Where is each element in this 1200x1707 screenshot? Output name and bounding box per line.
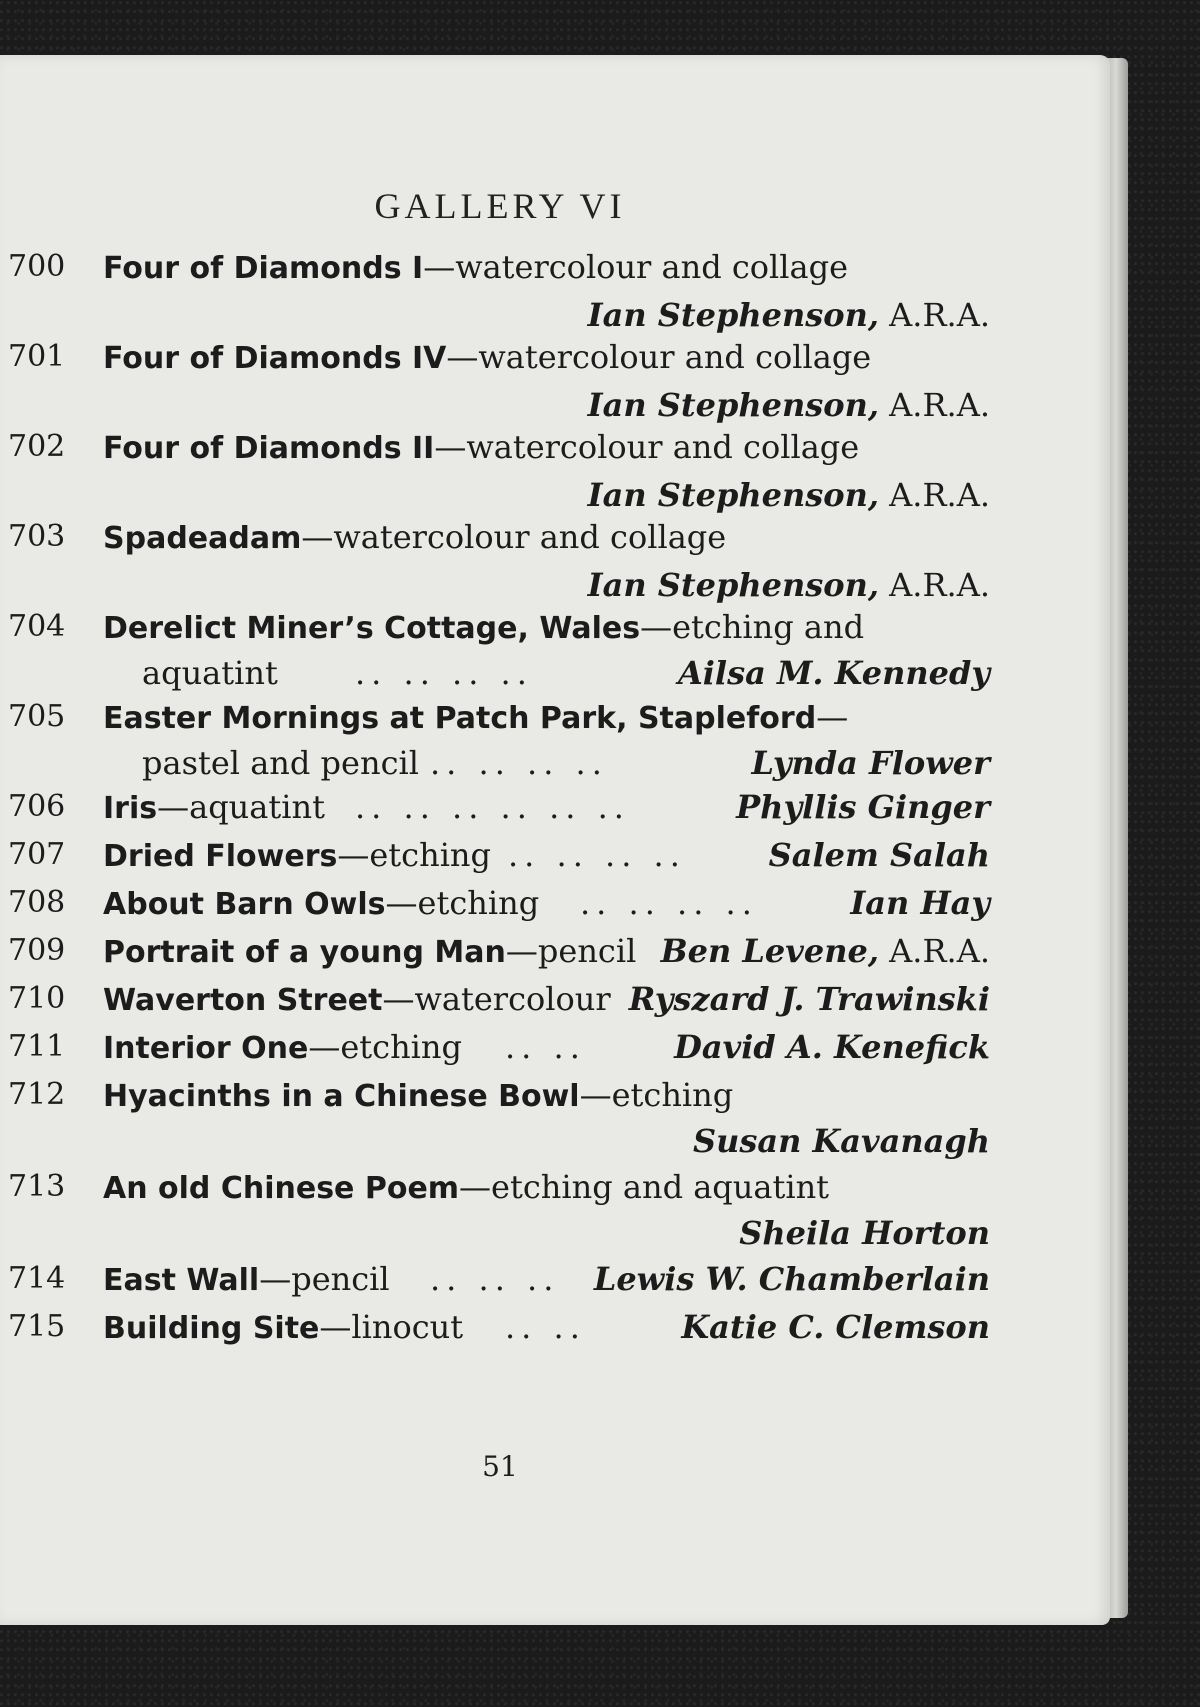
- entry-number: 708: [8, 885, 66, 920]
- entry-medium: —etching: [308, 1028, 462, 1066]
- entry-medium: —watercolour and collage: [434, 428, 860, 466]
- entry-number: 700: [8, 249, 66, 284]
- artist-name: Sheila Horton: [739, 1214, 990, 1252]
- artist-name: Susan Kavanagh: [692, 1122, 990, 1160]
- entry-title: About Barn Owls: [103, 887, 386, 922]
- leader-dots: .. .. .. ..: [430, 744, 608, 782]
- entry-title-line: [103, 881, 539, 927]
- entry-title-line: [103, 335, 871, 381]
- entry-713: [0, 1165, 1000, 1209]
- entry-title: Four of Diamonds IV: [103, 341, 447, 376]
- entry-708: [0, 881, 1000, 925]
- entry-704: [0, 605, 1000, 649]
- entry-number: 713: [8, 1169, 66, 1204]
- entry-medium: —aquatint: [157, 788, 325, 826]
- entry-number: 711: [8, 1029, 66, 1064]
- artist-name: Ian Stephenson,: [587, 386, 879, 424]
- leader-dots: .. ..: [505, 1028, 586, 1066]
- entry-title-line: [103, 425, 859, 471]
- entry-number: 714: [8, 1261, 66, 1296]
- entry-number: 703: [8, 519, 66, 554]
- entry-title-line: [103, 515, 726, 561]
- entry-number: 715: [8, 1309, 66, 1344]
- entry-710: [0, 977, 1000, 1021]
- entry-number: 704: [8, 609, 66, 644]
- entry-title-line: [103, 605, 864, 651]
- entry-artist: [674, 1025, 990, 1069]
- entry-artist: [769, 833, 990, 877]
- leader-dots: .. ..: [505, 1308, 586, 1346]
- entry-number: 710: [8, 981, 66, 1016]
- artist-name: Lynda Flower: [751, 744, 990, 782]
- entry-medium: —watercolour and collage: [446, 338, 872, 376]
- entry-artist: [739, 1211, 990, 1255]
- entry-title: Waverton Street: [103, 983, 383, 1018]
- entry-title: Portrait of a young Man: [103, 935, 506, 970]
- entry-medium: —etching: [385, 884, 540, 922]
- entry-title: East Wall: [103, 1263, 260, 1298]
- entry-title-line: [103, 1305, 463, 1351]
- entry-medium: —etching and aquatint: [459, 1168, 830, 1206]
- entry-title: Derelict Miner’s Cottage, Wales: [103, 611, 641, 646]
- entry-number: 707: [8, 837, 66, 872]
- entry-medium: —etching: [579, 1076, 734, 1114]
- entry-medium: —watercolour: [382, 980, 611, 1018]
- leader-dots: .. .. ..: [430, 1260, 560, 1298]
- entry-medium: —linocut: [319, 1308, 464, 1346]
- artist-name: Ian Stephenson,: [587, 566, 879, 604]
- entry-705: [0, 695, 1000, 739]
- entry-title-line: [103, 929, 636, 975]
- entry-medium: —etching and: [640, 608, 865, 646]
- artist-honour: A.R.A.: [879, 386, 990, 424]
- entry-title-line: [103, 1257, 390, 1303]
- entry-title: Four of Diamonds I: [103, 251, 424, 286]
- entry-title-line: [103, 785, 325, 831]
- artist-name: Ben Levene,: [660, 932, 879, 970]
- entry-700-artist-line: [0, 293, 1000, 337]
- entry-title-line: [103, 1073, 733, 1119]
- catalogue-page: [0, 55, 1110, 1625]
- entry-703: [0, 515, 1000, 559]
- artist-honour: A.R.A.: [879, 296, 990, 334]
- entry-artist: [681, 1305, 990, 1349]
- entry-artist: [693, 1119, 990, 1163]
- entry-medium-cont: pastel and pencil: [142, 744, 419, 782]
- entry-artist: [588, 383, 990, 427]
- entry-number: 702: [8, 429, 66, 464]
- entry-medium: —watercolour and collage: [301, 518, 727, 556]
- artist-name: Ryszard J. Trawinski: [628, 980, 990, 1018]
- entry-artist: [588, 473, 990, 517]
- artist-name: Ian Hay: [850, 884, 990, 922]
- leader-dots: .. .. .. ..: [508, 836, 686, 874]
- entry-title: An old Chinese Poem: [103, 1171, 460, 1206]
- entry-title: Dried Flowers: [103, 839, 338, 874]
- artist-name: Lewis W. Chamberlain: [593, 1260, 990, 1298]
- entry-medium: —etching: [337, 836, 492, 874]
- artist-name: Ian Stephenson,: [587, 296, 879, 334]
- artist-name: Ailsa M. Kennedy: [677, 654, 990, 692]
- entry-703-artist-line: [0, 563, 1000, 607]
- entry-title: Hyacinths in a Chinese Bowl: [103, 1079, 580, 1114]
- entry-715: [0, 1305, 1000, 1349]
- entry-711: [0, 1025, 1000, 1069]
- entry-712: [0, 1073, 1000, 1117]
- entry-707: [0, 833, 1000, 877]
- entry-artist: [594, 1257, 990, 1301]
- leader-dots: .. .. .. ..: [580, 884, 758, 922]
- entry-medium: —: [816, 698, 849, 736]
- entry-title: Building Site: [103, 1311, 320, 1346]
- entry-artist: [678, 651, 990, 695]
- artist-honour: A.R.A.: [879, 932, 990, 970]
- entry-701: [0, 335, 1000, 379]
- entry-title: Interior One: [103, 1031, 309, 1066]
- artist-name: Phyllis Ginger: [736, 788, 990, 826]
- entry-number: 705: [8, 699, 66, 734]
- entry-704-cont: [0, 651, 1000, 695]
- entry-medium: —watercolour and collage: [423, 248, 849, 286]
- entry-artist: [588, 563, 990, 607]
- artist-name: Katie C. Clemson: [681, 1308, 990, 1346]
- artist-honour: A.R.A.: [879, 476, 990, 514]
- artist-honour: A.R.A.: [879, 566, 990, 604]
- entry-702-artist-line: [0, 473, 1000, 517]
- entry-number: 709: [8, 933, 66, 968]
- entry-title: Easter Mornings at Patch Park, Stapleford: [103, 701, 817, 736]
- entry-709: [0, 929, 1000, 973]
- entry-714: [0, 1257, 1000, 1301]
- artist-name: David A. Kenefick: [674, 1028, 990, 1066]
- entry-title-line: [103, 977, 611, 1023]
- entry-number: 706: [8, 789, 66, 824]
- entry-number: 712: [8, 1077, 66, 1112]
- leader-dots: .. .. .. .. .. ..: [355, 788, 630, 826]
- entry-title: Spadeadam: [103, 521, 302, 556]
- gallery-heading: GALLERY VI: [374, 186, 626, 226]
- entry-title: Iris: [103, 791, 158, 826]
- entry-705-cont: [0, 741, 1000, 785]
- entry-702: [0, 425, 1000, 469]
- entry-712-artist-line: [0, 1119, 1000, 1163]
- artist-name: Ian Stephenson,: [587, 476, 879, 514]
- entry-713-artist-line: [0, 1211, 1000, 1255]
- entry-medium-cont: aquatint: [142, 654, 278, 692]
- artist-name: Salem Salah: [768, 836, 990, 874]
- entry-artist: [661, 929, 990, 973]
- entry-artist: [588, 293, 990, 337]
- entry-title-line: [103, 245, 848, 291]
- entry-number: 701: [8, 339, 66, 374]
- entry-706: [0, 785, 1000, 829]
- entry-title-line: [103, 833, 491, 879]
- entry-title-line: [103, 1165, 829, 1211]
- page-number: 51: [482, 1450, 518, 1483]
- entry-title-line: [103, 695, 848, 741]
- entry-title-line: [103, 1025, 462, 1071]
- entry-artist: [629, 977, 990, 1021]
- entry-700: [0, 245, 1000, 289]
- entry-title: Four of Diamonds II: [103, 431, 435, 466]
- entry-artist: [736, 785, 990, 829]
- leader-dots: .. .. .. ..: [355, 654, 533, 692]
- entry-medium: —pencil: [259, 1260, 390, 1298]
- entry-artist: [850, 881, 990, 925]
- entry-artist: [752, 741, 990, 785]
- entry-medium: —pencil: [505, 932, 637, 970]
- entry-701-artist-line: [0, 383, 1000, 427]
